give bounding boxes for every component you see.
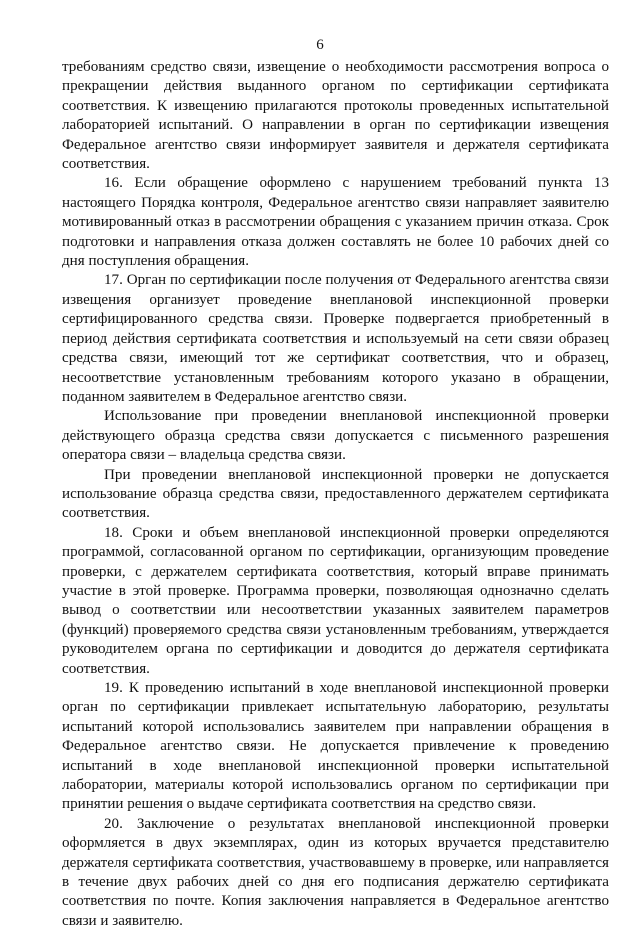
- paragraph-20: 20. Заключение о результатах внеплановой инспекционной проверки оформляется в двух экземплярах, один из которых вручается представителю держателя сертификата соответствия, участвовавшему в проверке, или направляется в течение двух рабочих дней со дня его подписания держателю сертификата соответствия по почте. Копия заключения направляется в Федеральное агентство связи и заявителю.: [62, 815, 609, 929]
- paragraph-17-restriction: При проведении внеплановой инспекционной проверки не допускается использование образца средства связи, предоставленного держателем сертификата соответствия.: [62, 466, 609, 522]
- paragraph-17: 17. Орган по сертификации после получения от Федерального агентства связи извещения организует проведение внеплановой инспекционной проверки сертифицированного средства связи. Проверке подвергается приобретенный в период действия сертификата соответствия и используемый на сети связи образец средства связи, имеющий тот же сертификат соответствия, что и образец, несоответствие установленным требованиям которого указано в обращении, поданном заявителем в Федеральное агентство связи.: [62, 272, 609, 405]
- paragraph-continuation: требованиям средство связи, извещение о необходимости рассмотрения вопроса о прекращении действия выданного органом по сертификации сертификата соответствия. К извещению прилагаются протоколы проведенных испытательной лабораторией испытаний. О направлении в орган по сертификации извещения Федеральное агентство связи информирует заявителя и держателя сертификата соответствия.: [62, 59, 609, 173]
- paragraph-19: 19. К проведению испытаний в ходе внеплановой инспекционной проверки орган по сертификации привлекает испытательную лабораторию, результаты испытаний которой использовались заявителем при направлении обращения в Федеральное агентство связи. Не допускается привлечение к проведению испытаний в ходе внеплановой инспекционной проверки испытательной лаборатории, материалы которой использовались органом по сертификации при принятии решения о выдаче сертификата соответствия на средство связи.: [62, 680, 609, 813]
- paragraph-18: 18. Сроки и объем внеплановой инспекционной проверки определяются программой, согласованной органом по сертификации, организующим проведение проверки, с держателем сертификата соответствия, который вправе принимать участие в этой проверке. Программа проверки, позволяющая однозначно сделать вывод о соответствии или несоответствии указанных заявителем параметров (функций) проверяемого средства связи установленным требованиям, утверждается руководителем органа по сертификации и доводится до держателя сертификата соответствия.: [62, 524, 609, 677]
- page-number: 6: [316, 37, 324, 53]
- document-body: [62, 58, 609, 931]
- paragraph-16: 16. Если обращение оформлено с нарушением требований пункта 13 настоящего Порядка контроля, Федеральное агентство связи направляет заявителю мотивированный отказ в рассмотрении обращения с указанием причин отказа. Срок подготовки и направления отказа должен составлять не более 10 рабочих дней со дня поступления обращения.: [62, 175, 609, 270]
- paragraph-17-usage: Использование при проведении внеплановой инспекционной проверки действующего образца средства связи допускается с письменного разрешения оператора связи – владельца средства связи.: [62, 408, 609, 464]
